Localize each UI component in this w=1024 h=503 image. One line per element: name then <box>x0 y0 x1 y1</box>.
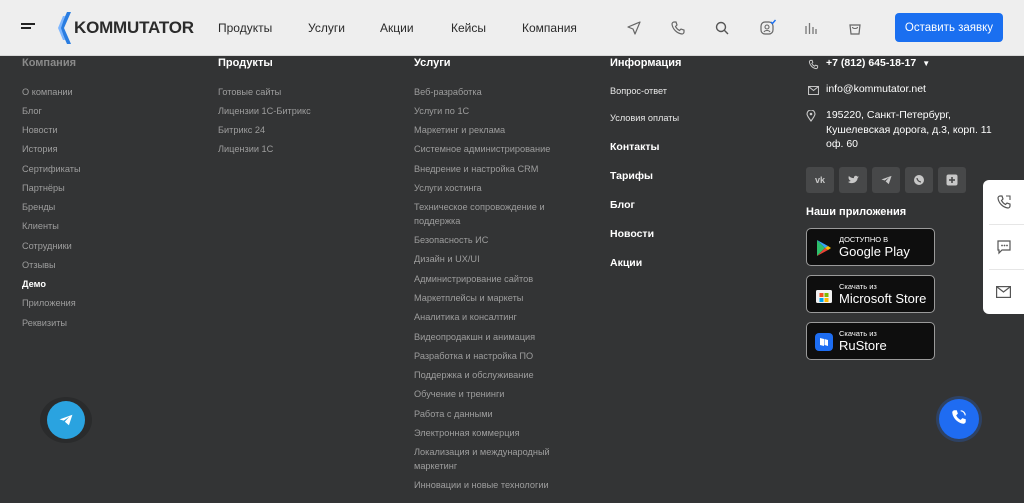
footer-link-promo[interactable]: Акции <box>610 257 643 269</box>
user-icon[interactable] <box>758 18 778 38</box>
footer-link[interactable]: Внедрение и настройка CRM <box>414 164 539 174</box>
footer-link[interactable]: Бренды <box>22 202 56 212</box>
phone-contact[interactable] <box>806 57 930 71</box>
footer-link[interactable]: Лицензии 1С-Битрикс <box>218 106 311 116</box>
footer-link[interactable]: Клиенты <box>22 221 59 231</box>
footer-link-contacts[interactable]: Контакты <box>610 141 660 153</box>
logo-mark-icon <box>58 12 72 44</box>
apps-title: Наши приложения <box>806 206 907 218</box>
footer-link-faq[interactable]: Вопрос-ответ <box>610 86 667 96</box>
chat-icon[interactable] <box>983 225 1024 269</box>
footer-link[interactable]: Техническое сопровождение и <box>414 202 545 212</box>
side-contact-panel <box>983 180 1024 314</box>
footer-link[interactable]: Партнёры <box>22 183 65 193</box>
nav-products[interactable]: Продукты <box>218 21 273 35</box>
logo-text: KOMMUTATOR <box>74 18 194 37</box>
info-column-title: Информация <box>610 57 682 69</box>
phone-ring-icon <box>950 408 968 431</box>
footer-link[interactable]: Инновации и новые технологии <box>414 480 549 490</box>
footer-link-news[interactable]: Новости <box>610 228 655 240</box>
telegram-icon <box>47 401 85 439</box>
phone-number[interactable]: +7 (812) 645-18-17 <box>826 57 917 69</box>
footer-link[interactable]: Услуги по 1С <box>414 106 470 116</box>
whatsapp-icon[interactable] <box>905 167 933 193</box>
telegram-icon[interactable] <box>872 167 900 193</box>
rustore-button[interactable]: Скачать из RuStore <box>806 322 935 360</box>
footer-link[interactable]: Сотрудники <box>22 241 72 251</box>
google-play-icon <box>815 239 833 257</box>
email-address[interactable]: info@kommutator.net <box>826 83 926 95</box>
footer-link[interactable]: маркетинг <box>414 461 458 471</box>
request-button[interactable]: Оставить заявку <box>895 13 1003 42</box>
footer-link-blog[interactable]: Блог <box>610 199 635 211</box>
footer-link[interactable]: Администрирование сайтов <box>414 274 534 284</box>
site-header <box>0 0 1024 56</box>
footer-link-payment[interactable]: Условия оплаты <box>610 113 680 123</box>
footer-link[interactable]: Маркетинг и реклама <box>414 125 506 135</box>
phone-icon <box>806 57 820 71</box>
mail-icon[interactable] <box>983 270 1024 314</box>
telegram-fab[interactable] <box>40 397 92 443</box>
footer-link[interactable]: Маркетплейсы и маркеты <box>414 293 524 303</box>
footer-link[interactable]: Битрикс 24 <box>218 125 266 135</box>
footer-link[interactable]: Локализация и международный <box>414 447 550 457</box>
location-icon <box>806 109 816 127</box>
footer-link[interactable]: Обучение и тренинги <box>414 389 505 399</box>
nav-promo[interactable]: Акции <box>380 21 414 35</box>
nav-cases[interactable]: Кейсы <box>451 21 486 35</box>
footer-link[interactable]: Системное администрирование <box>414 144 551 154</box>
google-play-button[interactable]: ДОСТУПНО В Google Play <box>806 228 935 266</box>
send-icon[interactable] <box>624 18 644 38</box>
microsoft-store-button[interactable]: Скачать из Microsoft Store <box>806 275 935 313</box>
search-icon[interactable] <box>712 18 732 38</box>
address: 195220, Санкт-Петербург, Кушелевская дорога, д.3, корп. 11 оф. 60 <box>826 109 992 150</box>
footer-link[interactable]: Электронная коммерция <box>414 428 520 438</box>
footer-link[interactable]: О компании <box>22 87 73 97</box>
footer-link[interactable]: История <box>22 144 58 154</box>
chart-icon[interactable] <box>801 18 821 38</box>
footer-link[interactable]: Работа с данными <box>414 409 493 419</box>
footer-link[interactable]: поддержка <box>414 216 461 226</box>
footer-link[interactable]: Готовые сайты <box>218 87 282 97</box>
rustore-icon <box>815 333 833 351</box>
footer-link[interactable]: Новости <box>22 125 58 135</box>
phone-icon[interactable] <box>668 18 688 38</box>
twitter-icon[interactable] <box>839 167 867 193</box>
footer-link[interactable]: Реквизиты <box>22 318 68 328</box>
mail-icon <box>806 83 820 97</box>
footer-link-demo[interactable]: Демо <box>22 279 46 289</box>
logo[interactable] <box>58 12 194 44</box>
footer-link[interactable]: Аналитика и консалтинг <box>414 312 517 322</box>
footer-link[interactable]: Услуги хостинга <box>414 183 482 193</box>
callback-icon[interactable] <box>983 180 1024 224</box>
microsoft-store-icon <box>815 286 833 304</box>
nav-company[interactable]: Компания <box>522 21 577 35</box>
menu-burger-icon[interactable] <box>21 23 35 33</box>
footer-link[interactable]: Веб-разработка <box>414 87 482 97</box>
footer-link[interactable]: Безопасность ИС <box>414 235 489 245</box>
services-column-title: Услуги <box>414 57 451 69</box>
vk-icon[interactable]: vk <box>806 167 834 193</box>
company-column-title: Компания <box>22 57 77 69</box>
plus-icon[interactable] <box>938 167 966 193</box>
footer-link[interactable]: Разработка и настройка ПО <box>414 351 534 361</box>
footer-link[interactable]: Приложения <box>22 298 76 308</box>
email-contact[interactable] <box>806 83 926 97</box>
footer-link[interactable]: Видеопродакшн и анимация <box>414 332 536 342</box>
footer-link[interactable]: Отзывы <box>22 260 56 270</box>
footer-link-tariffs[interactable]: Тарифы <box>610 170 654 182</box>
call-fab[interactable] <box>939 399 979 439</box>
footer-link[interactable]: Лицензии 1С <box>218 144 274 154</box>
footer-link[interactable]: Сертификаты <box>22 164 81 174</box>
cart-icon[interactable] <box>845 18 865 38</box>
nav-services[interactable]: Услуги <box>308 21 345 35</box>
products-column-title: Продукты <box>218 57 273 69</box>
footer-link[interactable]: Поддержка и обслуживание <box>414 370 534 380</box>
footer-link[interactable]: Блог <box>22 106 42 116</box>
footer-link[interactable]: Дизайн и UX/UI <box>414 254 480 264</box>
chevron-down-icon[interactable]: ▼ <box>922 59 931 68</box>
